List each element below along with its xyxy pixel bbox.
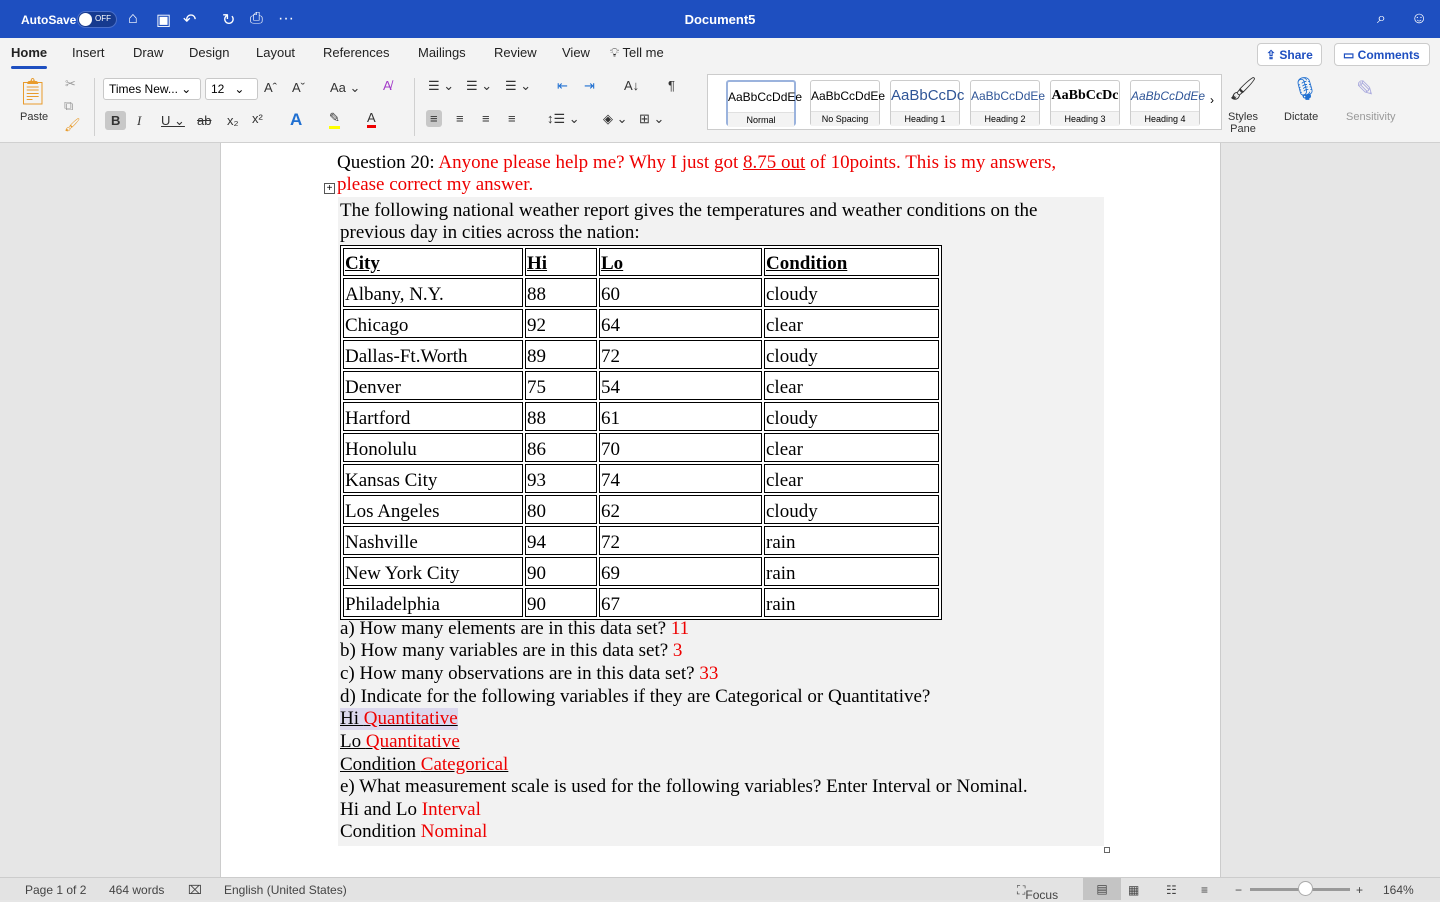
table-row [343, 433, 939, 462]
numbering-icon[interactable]: ☰ ⌄ [466, 78, 493, 93]
shading-icon[interactable]: ◈ ⌄ [603, 111, 628, 126]
style-label: Heading 4 [1131, 111, 1199, 126]
table-cell: rain [764, 526, 939, 555]
language[interactable]: English (United States) [224, 883, 347, 897]
hilo-answer: Interval [421, 799, 481, 820]
table-cell: cloudy [764, 495, 939, 524]
align-center-button[interactable]: ≡ [456, 111, 464, 126]
font-size-select[interactable]: 12 ⌄ [205, 78, 258, 100]
title-bar [0, 0, 1440, 38]
font-size: 12 [211, 82, 225, 96]
web-layout-button[interactable]: ▦ [1128, 883, 1140, 897]
copy-icon[interactable]: ⧉ [64, 98, 74, 113]
decrease-indent-icon[interactable]: ⇤ [557, 78, 568, 93]
header-lo: Lo [599, 248, 762, 276]
lo-answer: Quantitative [365, 731, 460, 752]
table-row [343, 402, 939, 431]
table-cell: 80 [525, 495, 597, 524]
table-cell: 74 [599, 464, 762, 493]
shrink-font-icon[interactable]: Aˇ [292, 80, 305, 95]
pilcrow-icon[interactable]: ¶ [668, 78, 675, 93]
table-cell: cloudy [764, 402, 939, 431]
question-line [337, 152, 1056, 174]
sensitivity-label[interactable]: Sensitivity [1346, 111, 1396, 123]
table-row [343, 371, 939, 400]
answer-b: 3 [672, 640, 683, 661]
share-button[interactable]: ⇪ Share [1257, 43, 1322, 66]
table-cell: clear [764, 464, 939, 493]
table-cell: 60 [599, 278, 762, 307]
question-a-text: a) How many elements are in this data set? [340, 618, 671, 639]
style-preview: AaBbCcDdEe [971, 89, 1046, 103]
style-preview: AaBbCcDdEe [728, 90, 803, 104]
table-cell: 90 [525, 588, 597, 617]
toggle-state: OFF [95, 14, 111, 23]
bold-button[interactable]: B [105, 111, 126, 130]
zoom-out-button[interactable]: − [1235, 883, 1243, 897]
style-label: Heading 1 [891, 111, 959, 126]
tell-me[interactable] [610, 45, 664, 61]
borders-icon[interactable]: ⊞ ⌄ [639, 111, 665, 126]
microphone-icon[interactable]: 🎙︎ [1291, 76, 1319, 101]
table-row [343, 495, 939, 524]
text-effects-icon[interactable]: A [290, 110, 303, 129]
answer-hilo-scale [340, 799, 481, 821]
weather-table [340, 245, 942, 620]
tab-home[interactable]: Home [11, 45, 48, 60]
condition-label: Condition [340, 754, 421, 775]
question-comment-line2: please correct my answer. [337, 174, 534, 195]
table-cell: 93 [525, 464, 597, 493]
font-name: Times New... [109, 82, 178, 96]
table-cell: 69 [599, 557, 762, 586]
styles-gallery [707, 74, 1222, 130]
question-prefix: Question 20: [337, 152, 439, 173]
autosave-label: AutoSave [21, 13, 77, 27]
more-icon[interactable]: ··· [278, 10, 294, 27]
increase-indent-icon[interactable]: ⇥ [584, 78, 595, 93]
bullets-icon[interactable]: ☰ ⌄ [428, 78, 455, 93]
italic-button[interactable]: I [137, 113, 142, 128]
table-cell: New York City [343, 557, 523, 586]
zoom-level[interactable]: 164% [1383, 883, 1414, 897]
table-cell: Honolulu [343, 433, 523, 462]
table-cell: clear [764, 309, 939, 338]
table-row [343, 526, 939, 555]
strikethrough-button[interactable]: ab [197, 113, 212, 128]
zoom-in-button[interactable]: + [1356, 883, 1364, 897]
undo-icon[interactable]: ↶ [183, 12, 197, 29]
tab-draw[interactable]: Draw [133, 45, 164, 60]
table-row [343, 278, 939, 307]
smiley-icon[interactable]: ☺ [1411, 10, 1428, 27]
condition-answer: Categorical [420, 754, 509, 775]
tab-view[interactable]: View [562, 45, 590, 60]
table-cell: 61 [599, 402, 762, 431]
format-painter-icon[interactable]: 🖌︎ [64, 117, 81, 132]
font-color-icon[interactable]: A [367, 110, 376, 128]
tab-layout[interactable]: Layout [256, 45, 296, 60]
table-cell: Los Angeles [343, 495, 523, 524]
style-normal[interactable] [726, 80, 803, 126]
tab-mailings[interactable]: Mailings [418, 45, 466, 60]
table-cell: Hartford [343, 402, 523, 431]
question-a [340, 618, 689, 640]
print-layout-button[interactable]: ▤ [1083, 878, 1121, 900]
answer-hi [340, 708, 458, 730]
sort-icon[interactable]: A↓ [624, 78, 640, 93]
table-cell: Kansas City [343, 464, 523, 493]
tab-design[interactable]: Design [189, 45, 230, 60]
table-cell: 86 [525, 433, 597, 462]
table-cell: clear [764, 433, 939, 462]
table-cell: 89 [525, 340, 597, 369]
table-cell: 75 [525, 371, 597, 400]
style-preview: AaBbCcDc [891, 87, 965, 104]
font-name-select[interactable]: Times New... ⌄ [103, 78, 201, 100]
word-count[interactable]: 464 words [109, 883, 165, 897]
tell-me-label: Tell me [622, 45, 664, 60]
status-bar [0, 877, 1440, 900]
question-c-text: c) How many observations are in this data set? [340, 663, 700, 684]
style-preview: AaBbCcDdEe [811, 89, 886, 103]
table-cell: Albany, N.Y. [343, 278, 523, 307]
comments-label: Comments [1357, 48, 1420, 62]
table-cell: 94 [525, 526, 597, 555]
page-count[interactable]: Page 1 of 2 [25, 883, 87, 897]
style-heading-2[interactable] [970, 80, 1046, 126]
zoom-slider-thumb[interactable] [1298, 881, 1313, 896]
table-cell: 92 [525, 309, 597, 338]
grow-font-icon[interactable]: Aˆ [264, 80, 277, 95]
draft-button[interactable]: ≡ [1201, 883, 1209, 897]
hi-label: Hi [340, 708, 364, 729]
intro-line-1: The following national weather report gives the temperatures and weather conditions on the [340, 200, 1038, 221]
answer-lo [340, 731, 460, 753]
condition-scale-label: Condition [340, 821, 421, 842]
table-cell: 72 [599, 340, 762, 369]
save-icon[interactable]: ▣ [156, 12, 172, 29]
table-cell: 62 [599, 495, 762, 524]
lo-label: Lo [340, 731, 366, 752]
intro-line-2: previous day in cities across the nation: [340, 222, 640, 243]
score: 8.75 out [742, 152, 806, 173]
print-icon[interactable]: ⎙ [250, 10, 263, 27]
home-icon[interactable]: ⌂ [128, 10, 138, 27]
table-cell: 70 [599, 433, 762, 462]
highlight-icon[interactable]: ✎ [329, 110, 340, 129]
style-heading-1[interactable] [890, 80, 965, 126]
table-cell: 67 [599, 588, 762, 617]
styles-pane-label[interactable]: Styles Pane [1228, 111, 1258, 135]
table-cell: 54 [599, 371, 762, 400]
question-b-text: b) How many variables are in this data set? [340, 640, 673, 661]
table-cell: Philadelphia [343, 588, 523, 617]
table-cell: cloudy [764, 340, 939, 369]
comments-button[interactable]: ▭ Comments [1334, 43, 1430, 66]
styles-more-chevron-icon[interactable]: › [1210, 93, 1214, 107]
superscript-button[interactable]: x² [252, 111, 263, 126]
resize-handle[interactable] [1104, 847, 1110, 853]
table-cell: cloudy [764, 278, 939, 307]
document-title: Document5 [684, 12, 756, 27]
question-d: d) Indicate for the following variables if they are Categorical or Quantitative? [340, 686, 931, 707]
table-cell: 72 [599, 526, 762, 555]
table-cell: 88 [525, 402, 597, 431]
header-condition: Condition [764, 248, 939, 276]
clear-format-icon[interactable]: A̸ [383, 78, 392, 93]
hilo-label: Hi and Lo [340, 799, 422, 820]
question-comment: Anyone please help me? Why I just got [438, 152, 743, 173]
proofing-icon[interactable]: ⌧ [188, 883, 202, 897]
table-row [343, 340, 939, 369]
question-b [340, 640, 682, 662]
style-heading-4[interactable] [1130, 80, 1206, 126]
style-label: Normal [728, 112, 794, 127]
focus-label: Focus [1025, 888, 1059, 902]
focus-button[interactable]: ⛶ Focus [1017, 883, 1059, 902]
question-comment-2: of 10points. This is my answers, [805, 152, 1057, 173]
style-heading-3[interactable] [1050, 80, 1120, 126]
multilevel-list-icon[interactable]: ☰ ⌄ [505, 78, 532, 93]
question-e: e) What measurement scale is used for the following variables? Enter Interval or Nominal. [340, 776, 1028, 797]
search-icon[interactable]: ⌕ [1377, 10, 1386, 27]
table-cell: rain [764, 588, 939, 617]
dictate-label[interactable]: Dictate [1284, 111, 1319, 123]
table-cell: rain [764, 557, 939, 586]
paste-label[interactable]: Paste [20, 111, 49, 123]
share-label: Share [1279, 48, 1313, 62]
style-label: No Spacing [811, 111, 879, 126]
change-case-icon[interactable]: Aa ⌄ [330, 80, 361, 95]
table-row [343, 588, 939, 617]
table-row [343, 464, 939, 493]
paste-icon[interactable]: 📋︎ [16, 76, 50, 106]
question-c [340, 663, 718, 685]
style-preview: AaBbCcDc [1051, 88, 1119, 103]
line-spacing-icon[interactable]: ↕☰ ⌄ [547, 111, 580, 126]
answer-condition [340, 754, 508, 776]
align-left-button[interactable]: ≡ [426, 110, 442, 127]
table-move-handle-icon[interactable]: + [324, 183, 335, 194]
justify-button[interactable]: ≡ [508, 111, 516, 126]
redo-icon[interactable]: ↻ [222, 12, 236, 29]
table-cell: Dallas-Ft.Worth [343, 340, 523, 369]
hi-answer: Quantitative [363, 708, 458, 729]
style-no-spacing[interactable] [810, 80, 886, 126]
ribbon-tabs [0, 38, 1440, 70]
table-cell: clear [764, 371, 939, 400]
table-row [343, 309, 939, 338]
underline-button[interactable]: U ⌄ [161, 113, 185, 128]
answer-condition-scale [340, 821, 487, 843]
align-right-button[interactable]: ≡ [482, 111, 490, 126]
subscript-button[interactable]: x₂ [227, 113, 239, 128]
outline-button[interactable]: ☷ [1166, 883, 1177, 897]
table-cell: 90 [525, 557, 597, 586]
table-cell: Denver [343, 371, 523, 400]
condition-scale-answer: Nominal [420, 821, 488, 842]
table-cell: Chicago [343, 309, 523, 338]
tab-references[interactable]: References [323, 45, 390, 60]
table-row [343, 557, 939, 586]
tab-insert[interactable]: Insert [72, 45, 105, 60]
header-city: City [343, 248, 523, 276]
table-cell: 64 [599, 309, 762, 338]
header-hi: Hi [525, 248, 597, 276]
style-label: Heading 3 [1051, 111, 1119, 126]
lightbulb-icon: 💡︎ [610, 45, 620, 60]
style-preview: AaBbCcDdEe [1131, 89, 1206, 103]
table-cell: Nashville [343, 526, 523, 555]
cut-icon[interactable]: ✂ [65, 76, 76, 91]
sensitivity-icon[interactable]: ✎ [1356, 76, 1375, 101]
answer-c: 33 [699, 663, 719, 684]
style-label: Heading 2 [971, 111, 1039, 126]
answer-a: 11 [670, 618, 690, 639]
tab-review[interactable]: Review [494, 45, 537, 60]
styles-pane-icon[interactable]: 🖌︎ [1229, 76, 1257, 101]
table-cell: 88 [525, 278, 597, 307]
